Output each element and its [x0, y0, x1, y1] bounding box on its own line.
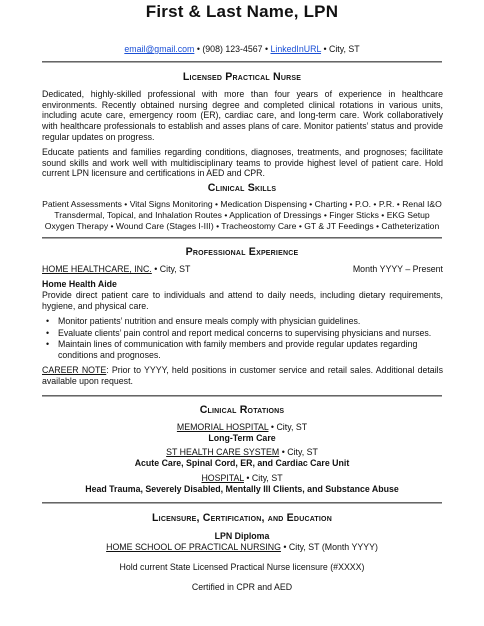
- list-item: • Evaluate clients’ pain control and report medical concerns to supervising physicians and nurses.: [42, 328, 442, 339]
- separator: •: [194, 44, 203, 54]
- section-title-experience: Professional Experience: [185, 246, 299, 258]
- divider: [42, 61, 442, 63]
- site-name: ST HEALTH CARE SYSTEM: [166, 447, 280, 457]
- section-title-objective: Licensed Practical Nurse: [182, 71, 302, 83]
- phone-number: (908) 123-4567: [202, 44, 263, 54]
- career-note-text: : Prior to YYYY, held positions in customer service and retail sales. Additional details available upon request.: [42, 365, 444, 386]
- location: City, ST: [329, 44, 360, 54]
- employer-name: HOME HEALTHCARE, INC.: [42, 264, 152, 274]
- divider: [42, 502, 442, 504]
- divider: [42, 395, 442, 397]
- job-summary: Provide direct patient care to individuals and attend to daily needs, including dietary requirements, hygiene, and physical care.: [42, 290, 443, 311]
- separator: •: [321, 44, 329, 54]
- site-location: • City, ST: [243, 473, 283, 483]
- list-item: • Maintain lines of communication with family members and provide regular updates regarding conditions and prognoses.: [42, 339, 442, 360]
- linkedin-link[interactable]: LinkedInURL: [270, 44, 322, 54]
- rotation-site: [0, 473, 484, 484]
- job-bullets: [42, 316, 442, 362]
- certification-line: Certified in CPR and AED: [191, 582, 293, 592]
- degree: LPN Diploma: [214, 531, 270, 541]
- employer-line: [42, 264, 190, 275]
- skills-line-2: Transdermal, Topical, and Inhalation Routes • Application of Dressings • Finger Sticks • EKG Setup: [54, 210, 430, 220]
- school-name: HOME SCHOOL OF PRACTICAL NURSING: [106, 542, 281, 552]
- email-link[interactable]: email@gmail.com: [124, 44, 195, 54]
- site-name: HOSPITAL: [201, 473, 244, 483]
- site-location: • City, ST: [268, 422, 308, 432]
- divider: [42, 237, 442, 239]
- school-detail: • City, ST (Month YYYY): [280, 542, 378, 552]
- rotation-site: [0, 447, 484, 458]
- section-title-education: Licensure, Certification, and Education: [152, 512, 332, 524]
- separator: •: [262, 44, 271, 54]
- section-title-rotations: Clinical Rotations: [199, 404, 285, 416]
- skills-line-3: Oxygen Therapy • Wound Care (Stages I-III) • Tracheostomy Care • GT & JT Feedings • Catheterization: [44, 221, 440, 231]
- rotation-units: Head Trauma, Severely Disabled, Mentally Ill Clients, and Substance Abuse: [85, 484, 399, 494]
- list-item: • Monitor patients’ nutrition and ensure meals comply with physician guidelines.: [42, 316, 442, 327]
- job-title: Home Health Aide: [42, 279, 117, 289]
- employment-dates: Month YYYY – Present: [352, 264, 443, 274]
- site-location: • City, ST: [279, 447, 318, 457]
- summary-paragraph-1: Dedicated, highly-skilled professional with more than four years of experience in healthcare environments. Recently obtained nursing degree and completed clinical rotations in various units, including acute care, emergency room (ER), cardiac care, and long-term care. Work collaboratively with healthcare professionals to establish and asses plans of care. Monitor patients’ status and provide regular updates on progress.: [42, 89, 443, 142]
- employer-location: • City, ST: [151, 264, 191, 274]
- rotation-units: Long-Term Care: [208, 433, 276, 443]
- contact-line: [0, 44, 484, 55]
- candidate-name: First & Last Name, LPN: [145, 2, 339, 21]
- summary-paragraph-2: Educate patients and families regarding conditions, diagnoses, treatments, and prognoses; facilitate sound skills and work well with multidisciplinary teams to provide highest level of patient care. Hold current LPN licensure and certifications in AED and CPR.: [42, 147, 443, 179]
- rotation-site: [0, 422, 484, 433]
- rotation-units: Acute Care, Spinal Cord, ER, and Cardiac Care Unit: [134, 458, 350, 468]
- career-note-label: CAREER NOTE: [42, 365, 107, 375]
- school-line: [0, 542, 484, 553]
- site-name: MEMORIAL HOSPITAL: [176, 422, 269, 432]
- skills-line-1: Patient Assessments • Vital Signs Monitoring • Medication Dispensing • Charting • P.O. • P.R. • Renal I&O: [42, 199, 442, 209]
- section-title-skills: Clinical Skills: [207, 182, 277, 194]
- license-line: Hold current State Licensed Practical Nurse licensure (#XXXX): [119, 562, 365, 572]
- career-note: [42, 365, 443, 386]
